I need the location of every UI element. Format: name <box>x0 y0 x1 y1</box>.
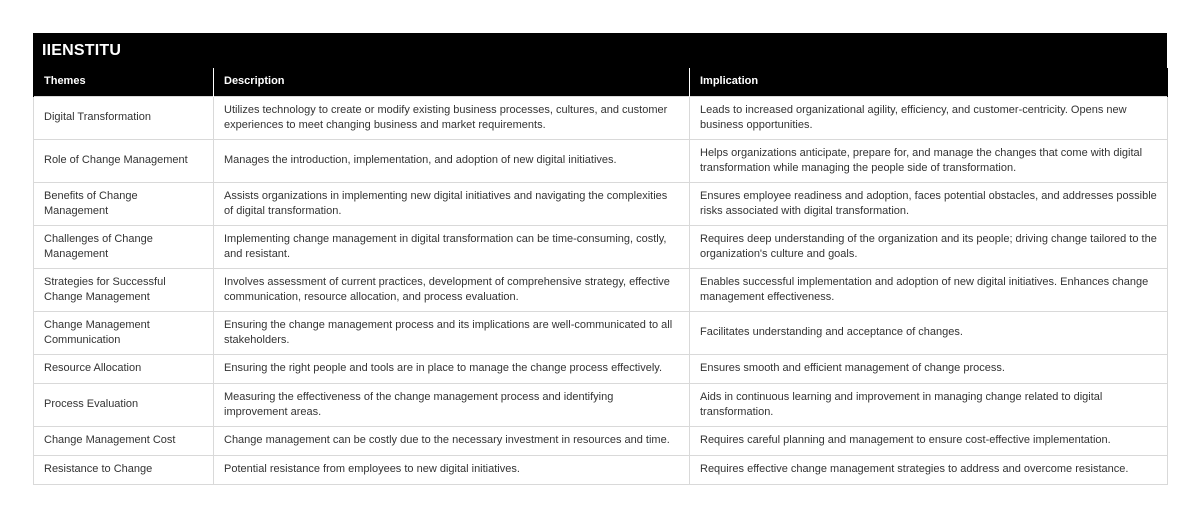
implication-cell: Requires effective change management strategies to address and overcome resistance. <box>690 455 1168 484</box>
table-row <box>34 426 1168 455</box>
theme-cell: Strategies for Successful Change Management <box>34 268 214 311</box>
theme-cell: Challenges of Change Management <box>34 225 214 268</box>
theme-cell: Process Evaluation <box>34 383 214 426</box>
description-cell: Ensuring the change management process and its implications are well-communicated to all stakeholders. <box>214 311 690 354</box>
description-cell: Involves assessment of current practices, development of comprehensive strategy, effective communication, resource allocation, and process evaluation. <box>214 268 690 311</box>
description-cell: Implementing change management in digital transformation can be time-consuming, costly, and resistant. <box>214 225 690 268</box>
theme-cell: Role of Change Management <box>34 139 214 182</box>
table-row <box>34 96 1168 139</box>
implication-cell: Ensures smooth and efficient management of change process. <box>690 354 1168 383</box>
description-cell: Manages the introduction, implementation, and adoption of new digital initiatives. <box>214 139 690 182</box>
table-row <box>34 311 1168 354</box>
table-row <box>34 383 1168 426</box>
table-row <box>34 225 1168 268</box>
description-cell: Change management can be costly due to the necessary investment in resources and time. <box>214 426 690 455</box>
implication-cell: Requires careful planning and management to ensure cost-effective implementation. <box>690 426 1168 455</box>
table-row <box>34 455 1168 484</box>
table-row <box>34 182 1168 225</box>
implication-cell: Facilitates understanding and acceptance of changes. <box>690 311 1168 354</box>
theme-cell: Resistance to Change <box>34 455 214 484</box>
table-header-row <box>34 68 1168 96</box>
brand-logo-text: IIENSTITU <box>42 41 122 59</box>
theme-cell: Digital Transformation <box>34 96 214 139</box>
description-cell: Ensuring the right people and tools are in place to manage the change process effectively. <box>214 354 690 383</box>
table-row <box>34 139 1168 182</box>
content-wrapper <box>33 33 1167 485</box>
theme-cell: Change Management Cost <box>34 426 214 455</box>
table-body <box>34 96 1168 484</box>
implication-cell: Aids in continuous learning and improvement in managing change related to digital transformation. <box>690 383 1168 426</box>
themes-table <box>33 68 1168 485</box>
column-header-description: Description <box>214 68 690 96</box>
implication-cell: Requires deep understanding of the organization and its people; driving change tailored to the organization's culture and goals. <box>690 225 1168 268</box>
theme-cell: Resource Allocation <box>34 354 214 383</box>
theme-cell: Change Management Communication <box>34 311 214 354</box>
theme-cell: Benefits of Change Management <box>34 182 214 225</box>
implication-cell: Helps organizations anticipate, prepare for, and manage the changes that come with digital transformation while managing the people side of transformation. <box>690 139 1168 182</box>
table-row <box>34 268 1168 311</box>
column-header-themes: Themes <box>34 68 214 96</box>
brand-header <box>33 33 1167 68</box>
implication-cell: Ensures employee readiness and adoption, faces potential obstacles, and addresses possible risks associated with digital transformation. <box>690 182 1168 225</box>
description-cell: Assists organizations in implementing new digital initiatives and navigating the complexities of digital transformation. <box>214 182 690 225</box>
description-cell: Potential resistance from employees to new digital initiatives. <box>214 455 690 484</box>
implication-cell: Leads to increased organizational agility, efficiency, and customer-centricity. Opens new business opportunities. <box>690 96 1168 139</box>
implication-cell: Enables successful implementation and adoption of new digital initiatives. Enhances change management effectiveness. <box>690 268 1168 311</box>
column-header-implication: Implication <box>690 68 1168 96</box>
table-row <box>34 354 1168 383</box>
description-cell: Utilizes technology to create or modify existing business processes, cultures, and customer experiences to meet changing business and market requirements. <box>214 96 690 139</box>
description-cell: Measuring the effectiveness of the change management process and identifying improvement areas. <box>214 383 690 426</box>
